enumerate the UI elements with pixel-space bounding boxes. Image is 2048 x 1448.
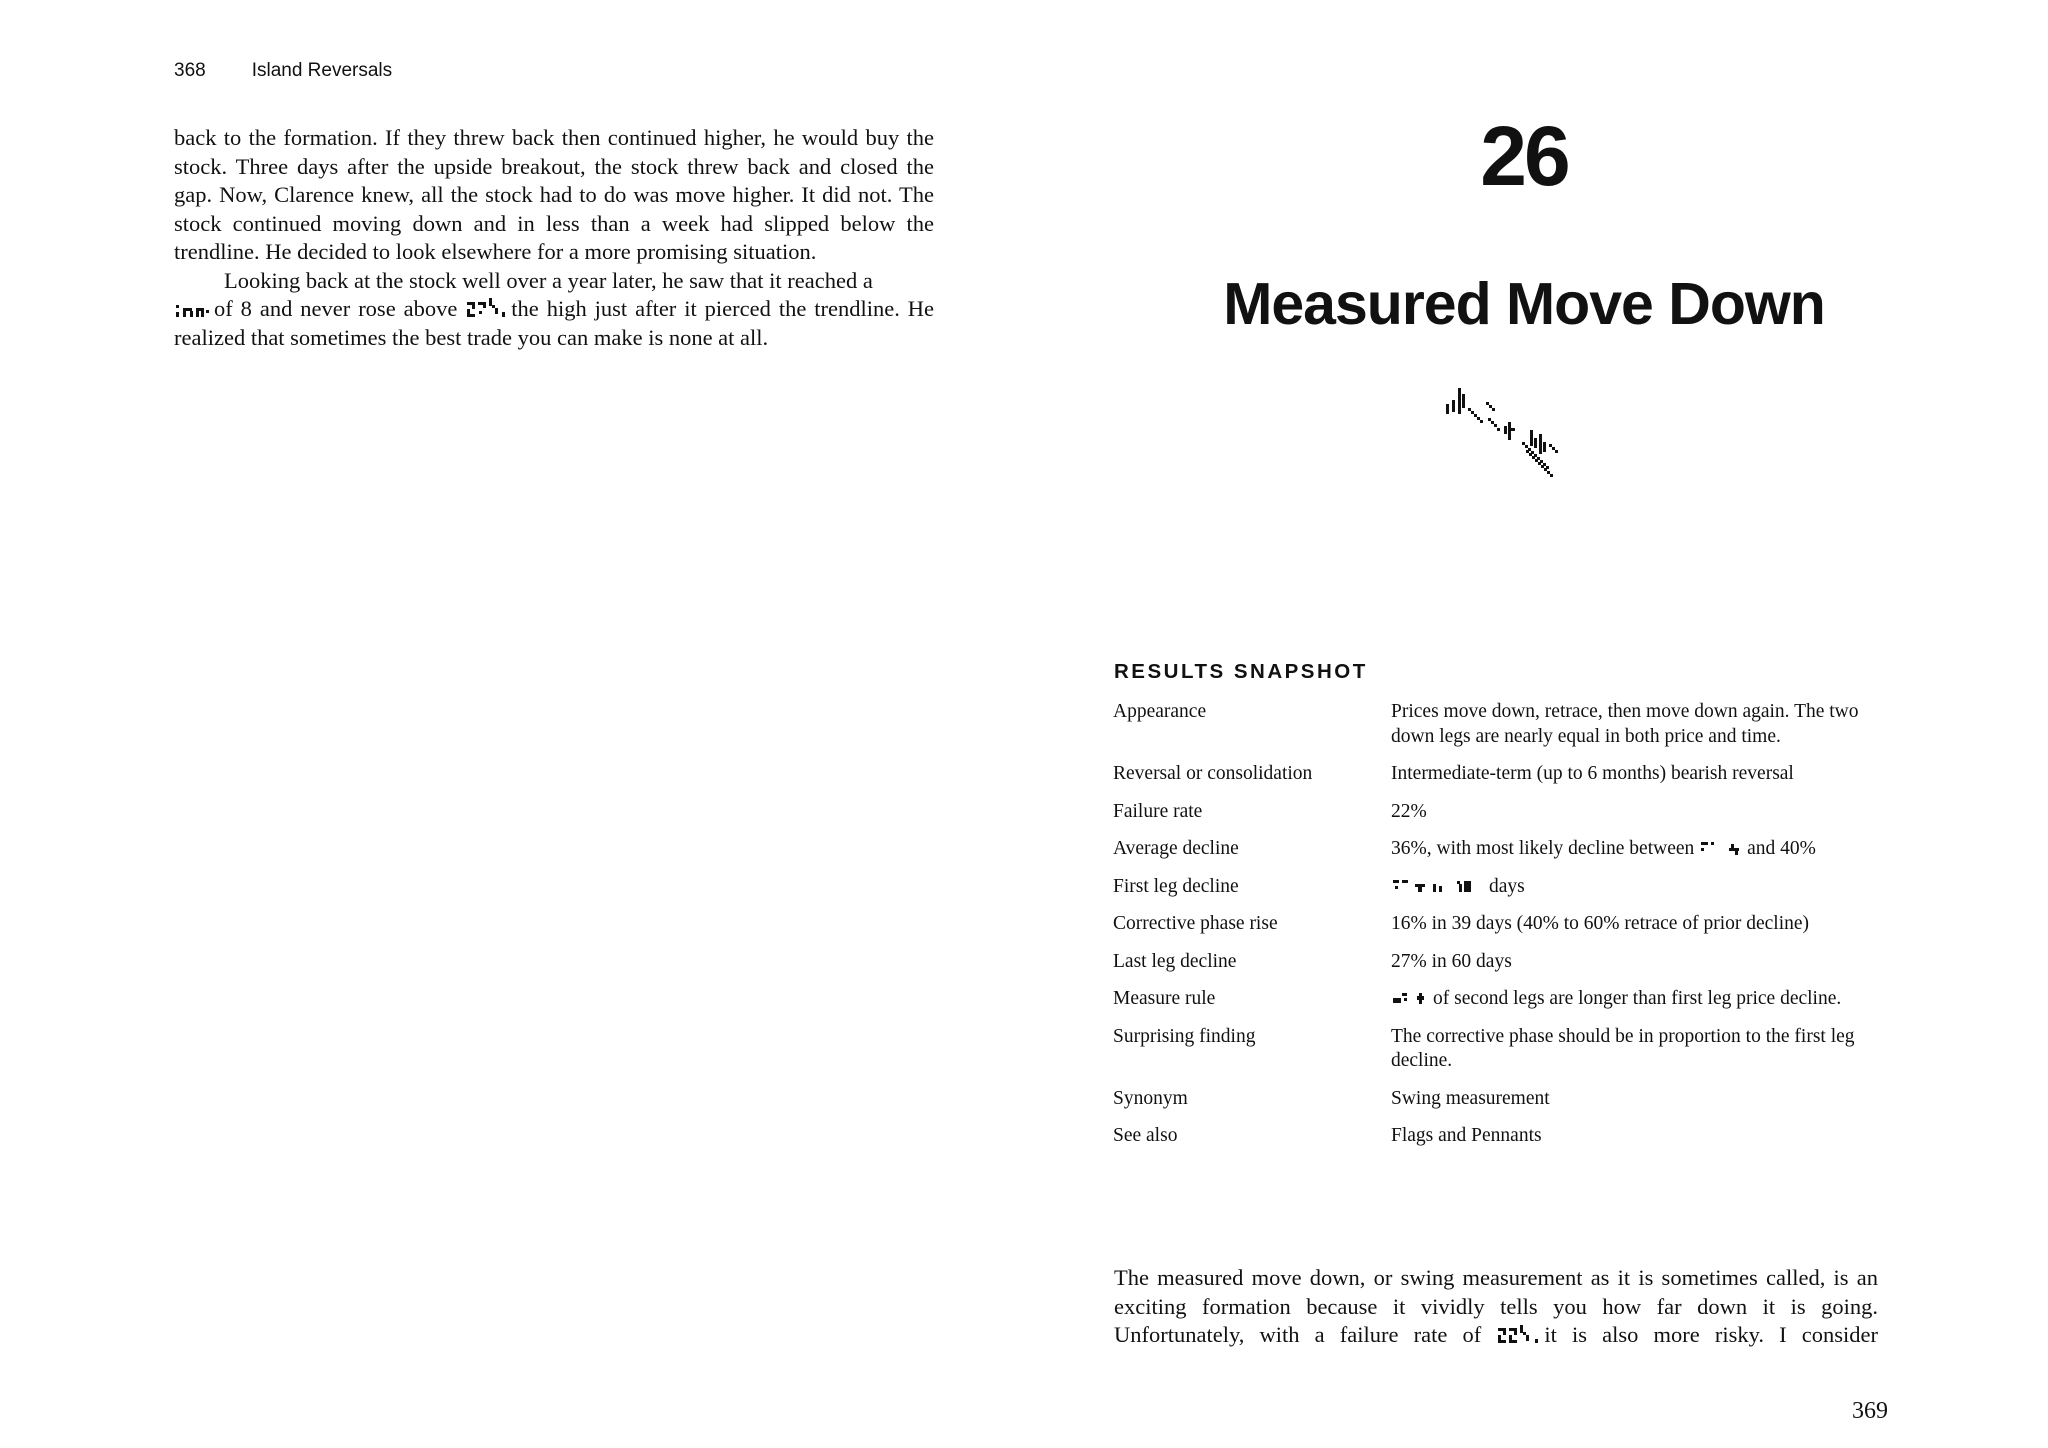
snapshot-value-part: of second legs are longer than first leg price decline. bbox=[1433, 988, 1842, 1009]
running-head bbox=[174, 60, 392, 82]
right-page bbox=[1024, 0, 2048, 1448]
snapshot-value-part: days bbox=[1489, 875, 1525, 897]
page-number-left: 368 bbox=[174, 60, 206, 81]
intro-paragraph-part-a: The measured move down, or swing measurement as it is sometimes called, is an exciting formation because it vividly tells you how far down it is going. Unfortunately, with a failure rate of bbox=[1114, 1265, 1878, 1347]
snapshot-label: First leg decline bbox=[1113, 875, 1239, 897]
garbled-glyph-icon bbox=[467, 298, 507, 318]
intro-paragraph-part-b: it is also more risky. I consider bbox=[1544, 1322, 1878, 1347]
results-snapshot-heading: RESULTS SNAPSHOT bbox=[1114, 660, 1368, 683]
snapshot-value bbox=[1391, 837, 1883, 862]
running-head-title: Island Reversals bbox=[251, 60, 393, 81]
garbled-glyph-icon bbox=[1701, 840, 1743, 856]
paragraph-2 bbox=[174, 267, 934, 353]
snapshot-label: Failure rate bbox=[1113, 800, 1203, 822]
garbled-glyph-icon bbox=[1393, 878, 1485, 894]
snapshot-value-part: and 40% bbox=[1747, 838, 1816, 859]
snapshot-value: Prices move down, retrace, then move down again. The two down legs are nearly equal in both price and time. bbox=[1391, 701, 1859, 747]
snapshot-label: Measure rule bbox=[1113, 988, 1216, 1009]
snapshot-row bbox=[1113, 875, 1883, 900]
snapshot-value bbox=[1391, 875, 1883, 900]
chapter-title: Measured Move Down bbox=[1223, 271, 1825, 337]
snapshot-label: Synonym bbox=[1113, 1087, 1188, 1109]
snapshot-label: Appearance bbox=[1113, 701, 1207, 722]
snapshot-row bbox=[1113, 837, 1883, 862]
page-number-right: 369 bbox=[1852, 1398, 1888, 1424]
snapshot-label: See also bbox=[1113, 1125, 1178, 1146]
snapshot-label: Last leg decline bbox=[1113, 950, 1237, 972]
intro-paragraph bbox=[1114, 1264, 1878, 1350]
snapshot-value: Flags and Pennants bbox=[1391, 1125, 1542, 1146]
snapshot-label: Surprising finding bbox=[1113, 1025, 1256, 1047]
snapshot-row bbox=[1113, 1025, 1883, 1074]
paragraph-2-part-b: of 8 and never rose above bbox=[214, 296, 458, 321]
results-snapshot-table bbox=[1113, 700, 1883, 1162]
snapshot-value: 22% bbox=[1391, 800, 1427, 822]
snapshot-value: 27% in 60 days bbox=[1391, 950, 1512, 972]
snapshot-row bbox=[1113, 987, 1883, 1012]
snapshot-label: Reversal or consolidation bbox=[1113, 763, 1313, 784]
snapshot-row bbox=[1113, 1087, 1883, 1112]
paragraph-1: back to the formation. If they threw back then continued higher, he would buy the stock. Three days after the upside breakout, the stock threw back and closed the gap. Now, Clarence knew, all the stock had to do was move higher. It did not. The stock continued moving down and in less than a week had slipped below the trendline. He decided to look elsewhere for a more promising situation. bbox=[174, 125, 934, 264]
snapshot-value bbox=[1391, 987, 1883, 1012]
snapshot-row bbox=[1113, 912, 1883, 937]
snapshot-row bbox=[1113, 950, 1883, 975]
snapshot-row bbox=[1113, 762, 1883, 787]
measured-move-down-chart-icon bbox=[1418, 382, 1598, 492]
snapshot-value: 16% in 39 days (40% to 60% retrace of prior decline) bbox=[1391, 913, 1810, 934]
snapshot-value: Intermediate-term (up to 6 months) bearish reversal bbox=[1391, 763, 1794, 784]
paragraph-2-part-a: Looking back at the stock well over a year later, he saw that it reached a bbox=[224, 267, 873, 293]
paragraph-2-part-c: the high just after it pierced the trendline. He realized that sometimes the best trade you can make is none at all. bbox=[174, 296, 935, 350]
snapshot-value-part: 36%, with most likely decline between bbox=[1391, 838, 1695, 859]
snapshot-label: Corrective phase rise bbox=[1113, 913, 1278, 934]
garbled-glyph-icon bbox=[1498, 1324, 1540, 1344]
snapshot-row bbox=[1113, 1124, 1883, 1149]
snapshot-value: Swing measurement bbox=[1391, 1087, 1550, 1109]
snapshot-label: Average decline bbox=[1113, 838, 1239, 859]
garbled-glyph-icon bbox=[1393, 990, 1429, 1006]
garbled-glyph-icon bbox=[176, 302, 210, 318]
body-text bbox=[174, 124, 934, 352]
chapter-number: 26 bbox=[1480, 109, 1568, 203]
snapshot-row bbox=[1113, 700, 1883, 749]
snapshot-row bbox=[1113, 800, 1883, 825]
snapshot-value: The corrective phase should be in proportion to the first leg decline. bbox=[1391, 1025, 1855, 1071]
